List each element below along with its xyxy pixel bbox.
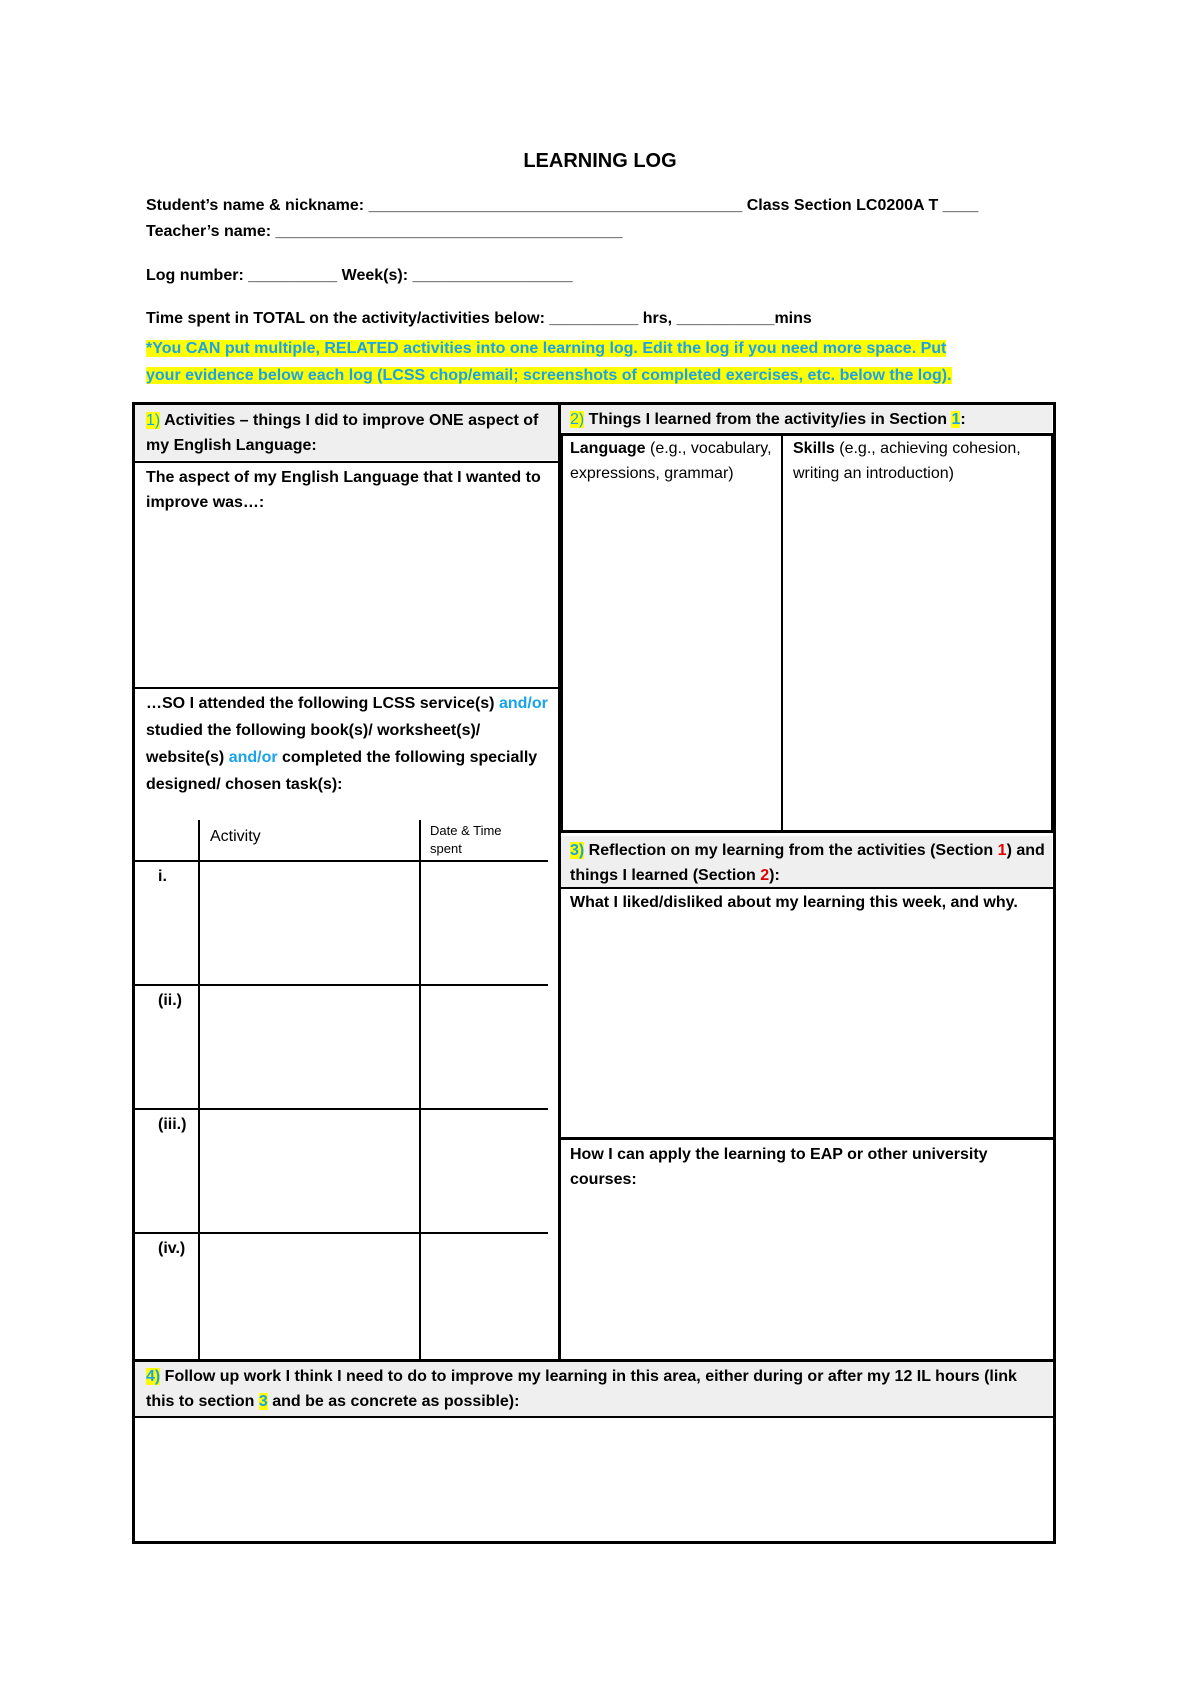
liked-prompt[interactable]: What I liked/disliked about my learning this week, and why.: [570, 894, 1018, 911]
table-col-divider-1: [198, 820, 200, 1362]
divider: [134, 1416, 1055, 1418]
log-number-line[interactable]: Log number: __________ Week(s): __________________: [146, 267, 573, 284]
divider: [134, 687, 560, 689]
apply-prompt[interactable]: How I can apply the learning to EAP or other university courses:: [570, 1146, 988, 1188]
table-row-line: [134, 984, 548, 986]
table-row-label-1: i.: [158, 868, 167, 885]
table-row-label-3: (iii.): [158, 1116, 187, 1133]
section1-number: 1): [146, 412, 161, 429]
divider: [560, 887, 1054, 889]
table-row-label-2: (ii.): [158, 992, 182, 1009]
col-activity-header: Activity: [210, 828, 261, 845]
col-date-header: Date & Time spent: [430, 823, 502, 856]
page-title: LEARNING LOG: [523, 150, 677, 172]
table-row-label-4: (iv.): [158, 1240, 186, 1257]
student-name-line[interactable]: Student’s name & nickname: __________________________________________ Class Section LC0200A T ____: [146, 197, 979, 214]
instruction-note-line-1: *You CAN put multiple, RELATED activities into one learning log. Edit the log if you need more space. Put: [146, 340, 947, 357]
section3-heading: 3) Reflection on my learning from the activities (Section 1) and things I learned (Section 2):: [570, 842, 1045, 884]
service-prompt: …SO I attended the following LCSS service(s) and/or studied the following book(s)/ worksheet(s)/ website(s) and/or completed the following specially designed/ chosen task(s):: [146, 695, 548, 793]
teacher-name-line[interactable]: Teacher’s name: _______________________________________: [146, 223, 623, 240]
instruction-note-line-2: your evidence below each log (LCSS chop/email; screenshots of completed exercises, etc. below the log).: [146, 367, 952, 384]
divider: [134, 461, 560, 463]
table-row-line: [134, 1232, 548, 1234]
instruction-note: [146, 335, 952, 389]
section2-box: [560, 433, 1054, 833]
table-col-divider-2: [419, 820, 421, 1362]
section1-title: Activities – things I did to improve ONE aspect of my English Language:: [146, 412, 539, 454]
table-row-line: [134, 860, 548, 862]
section1-heading: [146, 408, 546, 458]
language-cell[interactable]: Language (e.g., vocabulary, expressions, grammar): [570, 440, 772, 482]
follow-up-answer-area[interactable]: [136, 1420, 1051, 1540]
aspect-prompt: The aspect of my English Language that I wanted to improve was…:: [146, 469, 541, 511]
table-row-line: [134, 1108, 548, 1110]
divider: [560, 1137, 1054, 1140]
skills-cell[interactable]: Skills (e.g., achieving cohesion, writing an introduction): [793, 440, 1021, 482]
section2-col-divider: [781, 433, 783, 833]
section4-heading: 4) Follow up work I think I need to do to improve my learning in this area, either during or after my 12 IL hours (link this to section 3 and be as concrete as possible):: [146, 1368, 1017, 1410]
section2-heading: 2) Things I learned from the activity/ies in Section 1:: [570, 411, 966, 428]
time-spent-line[interactable]: Time spent in TOTAL on the activity/activities below: __________ hrs, ___________mins: [146, 310, 812, 327]
